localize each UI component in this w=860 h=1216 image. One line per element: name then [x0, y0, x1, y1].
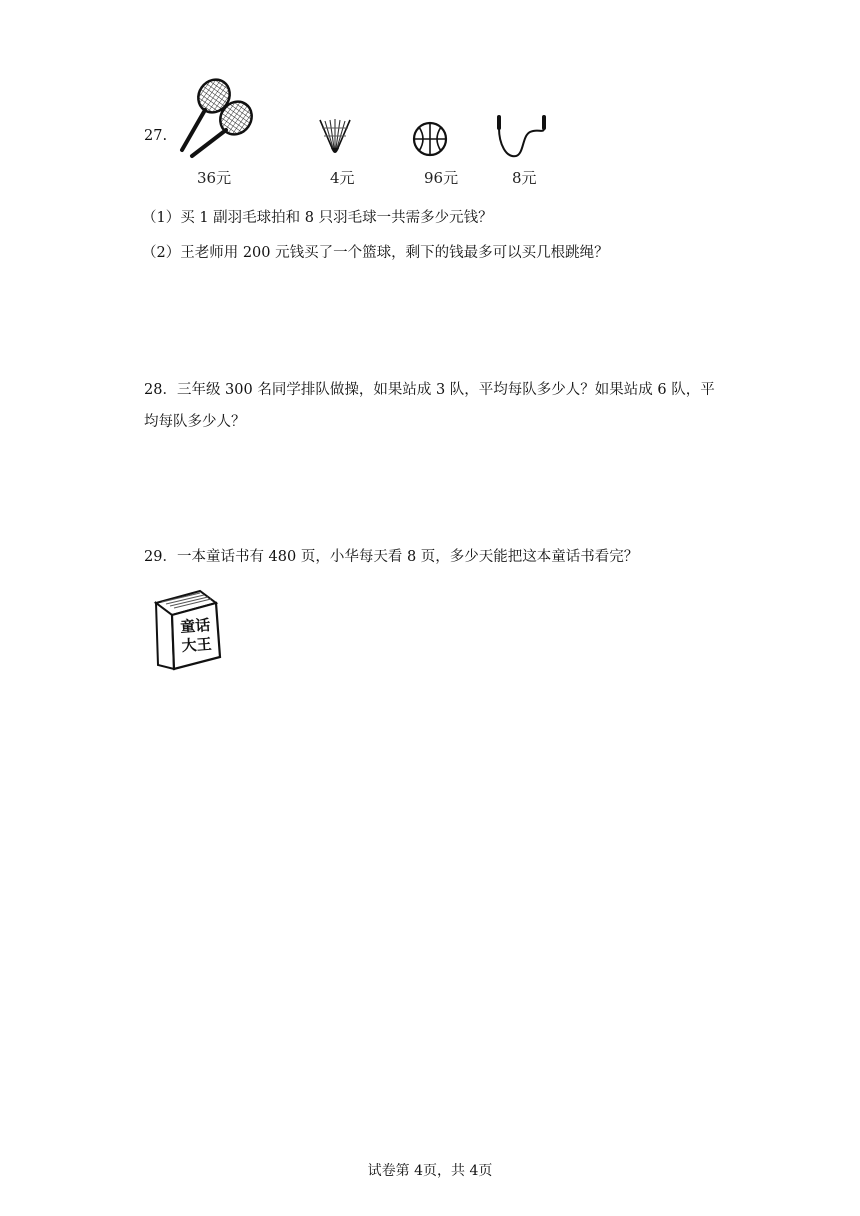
q28-text-line2: 均每队多少人？ [144, 414, 246, 430]
q27-subquestion-2: （2）王老师用 200 元钱买了一个篮球，剩下的钱最多可以买几根跳绳？ [142, 245, 609, 261]
shuttlecock-price: 4元 [330, 169, 355, 187]
racket-price: 36元 [197, 169, 232, 187]
q27-number: 27. [144, 128, 168, 144]
storybook-icon [150, 587, 226, 671]
badminton-rackets-icon [178, 74, 260, 160]
basketball-icon [411, 120, 449, 158]
q29-text: 29．一本童话书有 480 页，小华每天看 8 页，多少天能把这本童话书看完？ [144, 549, 639, 565]
shuttlecock-icon [318, 118, 352, 158]
jump-rope-price: 8元 [512, 169, 537, 187]
basketball-price: 96元 [424, 169, 459, 187]
book-title-line1: 童话 [179, 615, 211, 637]
book-title-line2: 大王 [181, 634, 213, 656]
page-footer: 试卷第 4页，共 4页 [367, 1163, 493, 1179]
jump-rope-icon [494, 114, 552, 160]
q27-subquestion-1: （1）买 1 副羽毛球拍和 8 只羽毛球一共需多少元钱？ [142, 210, 493, 226]
q28-text-line1: 28．三年级 300 名同学排队做操，如果站成 3 队，平均每队多少人？如果站成 6 队，平 [144, 382, 715, 398]
